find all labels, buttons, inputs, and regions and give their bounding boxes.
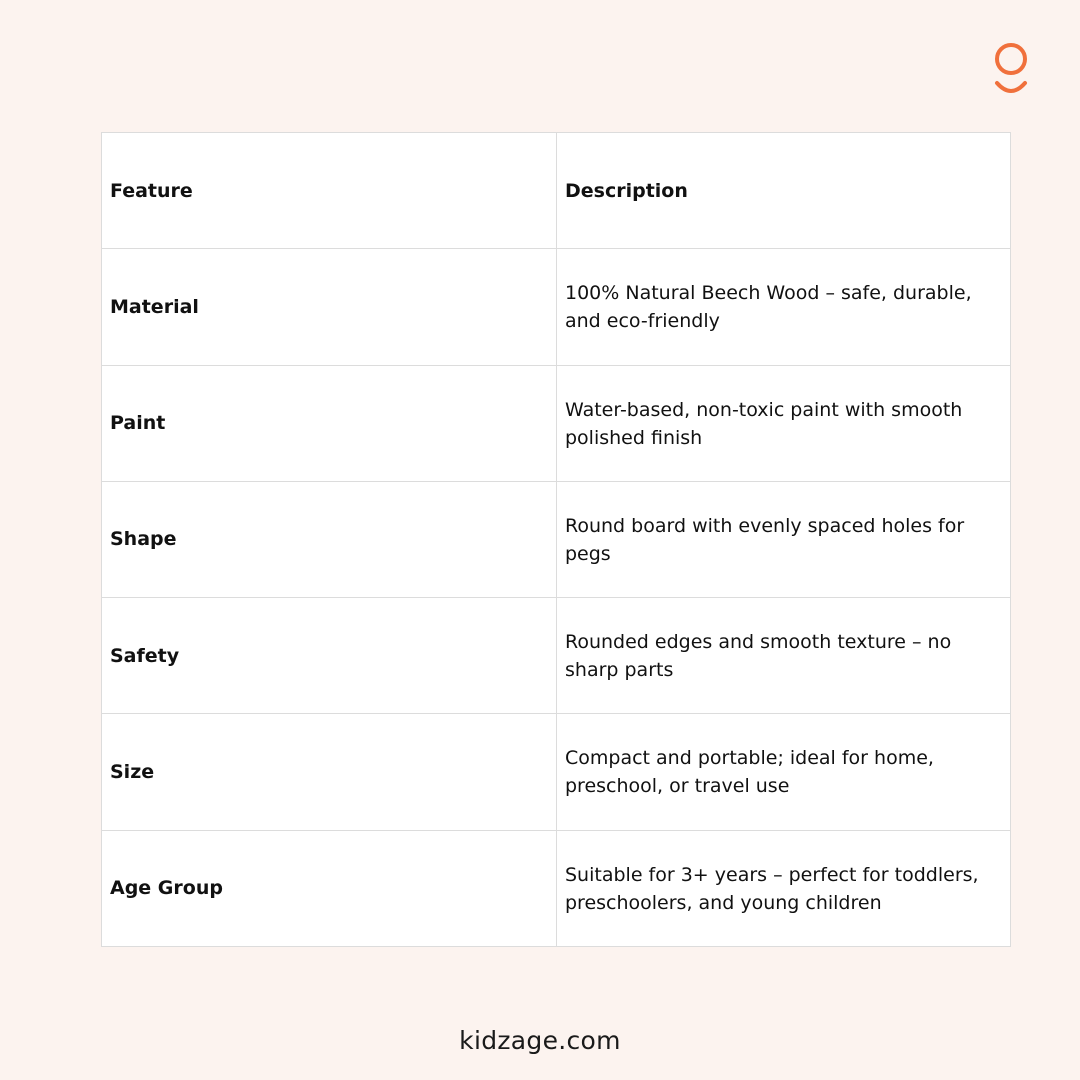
smile-logo-icon: [992, 42, 1030, 98]
description-cell: Suitable for 3+ years – perfect for toddlers, preschoolers, and young children: [557, 830, 1011, 946]
table-row: [102, 714, 1011, 830]
feature-cell: Age Group: [102, 830, 557, 946]
description-cell: 100% Natural Beech Wood – safe, durable, and eco-friendly: [557, 249, 1011, 365]
feature-cell: Size: [102, 714, 557, 830]
table-row: [102, 598, 1011, 714]
description-cell: Rounded edges and smooth texture – no sharp parts: [557, 598, 1011, 714]
description-cell: Compact and portable; ideal for home, preschool, or travel use: [557, 714, 1011, 830]
description-cell: Round board with evenly spaced holes for pegs: [557, 481, 1011, 597]
footer-website[interactable]: kidzage.com: [459, 1026, 621, 1055]
header-feature: Feature: [102, 133, 557, 249]
feature-table: [101, 132, 1011, 947]
header-description: Description: [557, 133, 1011, 249]
table-row: [102, 830, 1011, 946]
feature-cell: Paint: [102, 365, 557, 481]
feature-cell: Material: [102, 249, 557, 365]
feature-cell: Shape: [102, 481, 557, 597]
feature-cell: Safety: [102, 598, 557, 714]
description-cell: Water-based, non-toxic paint with smooth polished finish: [557, 365, 1011, 481]
table-row: [102, 481, 1011, 597]
table-header-row: [102, 133, 1011, 249]
table-row: [102, 365, 1011, 481]
table-row: [102, 249, 1011, 365]
